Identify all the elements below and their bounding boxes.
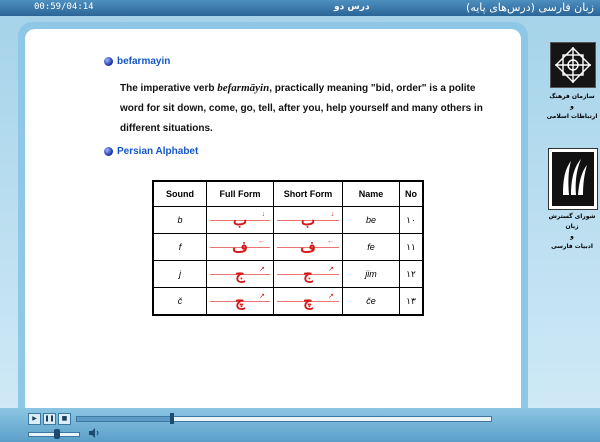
org2-line1: شورای گسترش زبان — [548, 213, 596, 230]
cell-name: be — [343, 207, 400, 234]
table-row — [153, 261, 423, 288]
section-befarmayin-heading — [104, 56, 170, 67]
letter-glyph: ف — [232, 239, 248, 256]
progress-thumb[interactable] — [170, 413, 174, 424]
cell-full-form — [207, 234, 274, 261]
cell-no: ۱۰ — [400, 207, 424, 234]
org2-line3: ادبیات فارسی — [551, 243, 593, 250]
pause-button[interactable]: ❚❚ — [43, 413, 56, 425]
cell-name: fe — [343, 234, 400, 261]
letter-glyph: ب — [300, 212, 316, 229]
header-name: Name — [343, 181, 400, 207]
stroke-arrow-icon: ← — [327, 238, 334, 245]
volume-thumb[interactable] — [54, 429, 60, 439]
org1-line3: ارتباطات اسلامی — [546, 113, 598, 120]
org1-label — [544, 92, 600, 122]
stroke-arrow-icon: ↓ — [330, 211, 334, 218]
title-bar — [0, 0, 600, 16]
stroke-arrow-icon: ↓ — [261, 211, 265, 218]
header-sound: Sound — [153, 181, 207, 207]
table-row — [153, 207, 423, 234]
letter-glyph: ج — [235, 266, 245, 283]
cell-sound: č — [153, 288, 207, 316]
table-row — [153, 234, 423, 261]
cell-short-form — [274, 234, 343, 261]
lesson-title: درس دو — [334, 2, 370, 12]
progress-fill — [77, 417, 172, 421]
stroke-arrow-icon: ↗ — [328, 293, 334, 300]
volume-slider[interactable] — [28, 432, 80, 437]
alphabet-table — [152, 180, 424, 316]
bullet-icon — [104, 57, 113, 66]
council-logo-icon — [548, 148, 598, 210]
cell-no: ۱۳ — [400, 288, 424, 316]
header-short-form: Short Form — [274, 181, 343, 207]
section-alphabet-title: Persian Alphabet — [117, 146, 199, 157]
progress-track[interactable] — [76, 416, 492, 422]
table-header-row — [153, 181, 423, 207]
org2-label — [544, 212, 600, 252]
letter-glyph: ب — [232, 212, 248, 229]
cell-no: ۱۱ — [400, 234, 424, 261]
letter-glyph: چ — [303, 293, 313, 310]
section-befarmayin-title: befarmayin — [117, 56, 171, 67]
section-alphabet-heading — [104, 146, 198, 157]
letter-glyph: چ — [235, 293, 245, 310]
media-player-bar — [0, 408, 600, 442]
cell-short-form — [274, 261, 343, 288]
paragraph-term: befarmāyin — [217, 82, 270, 94]
letter-glyph: ف — [300, 239, 316, 256]
stroke-arrow-icon: ↗ — [328, 266, 334, 273]
sidebar — [544, 16, 600, 408]
cell-full-form — [207, 261, 274, 288]
app-title: زبان فارسی (درس‌های پایه) — [466, 1, 594, 14]
playback-time: 00:59/04:14 — [34, 2, 94, 12]
play-button[interactable]: ▶ — [28, 413, 41, 425]
bullet-icon — [104, 147, 113, 156]
header-full-form: Full Form — [207, 181, 274, 207]
stroke-arrow-icon: ↗ — [259, 266, 265, 273]
cell-short-form — [274, 288, 343, 316]
stop-button[interactable]: ■ — [58, 413, 71, 425]
header-no: No — [400, 181, 424, 207]
org2-line2: و — [570, 233, 574, 240]
cell-name: če — [343, 288, 400, 316]
paragraph-suffix: , practically meaning "bid, order" is a polite word for sit down, come, go, tell, after you, help yourself and many others in different situations. — [120, 83, 483, 134]
cell-sound: j — [153, 261, 207, 288]
cell-full-form — [207, 288, 274, 316]
cell-no: ۱۲ — [400, 261, 424, 288]
cell-full-form — [207, 207, 274, 234]
table-row — [153, 288, 423, 316]
stroke-arrow-icon: ↗ — [259, 293, 265, 300]
icro-logo-icon — [550, 42, 596, 88]
cell-name: jim — [343, 261, 400, 288]
stroke-arrow-icon: ← — [258, 238, 265, 245]
cell-sound: f — [153, 234, 207, 261]
letter-glyph: ج — [303, 266, 313, 283]
org1-line2: و — [570, 103, 574, 110]
paragraph-prefix: The imperative verb — [120, 83, 218, 94]
org1-line1: سازمان فرهنگ — [549, 93, 595, 100]
speaker-icon[interactable] — [88, 428, 100, 438]
cell-sound: b — [153, 207, 207, 234]
befarmayin-paragraph — [120, 78, 500, 139]
cell-short-form — [274, 207, 343, 234]
